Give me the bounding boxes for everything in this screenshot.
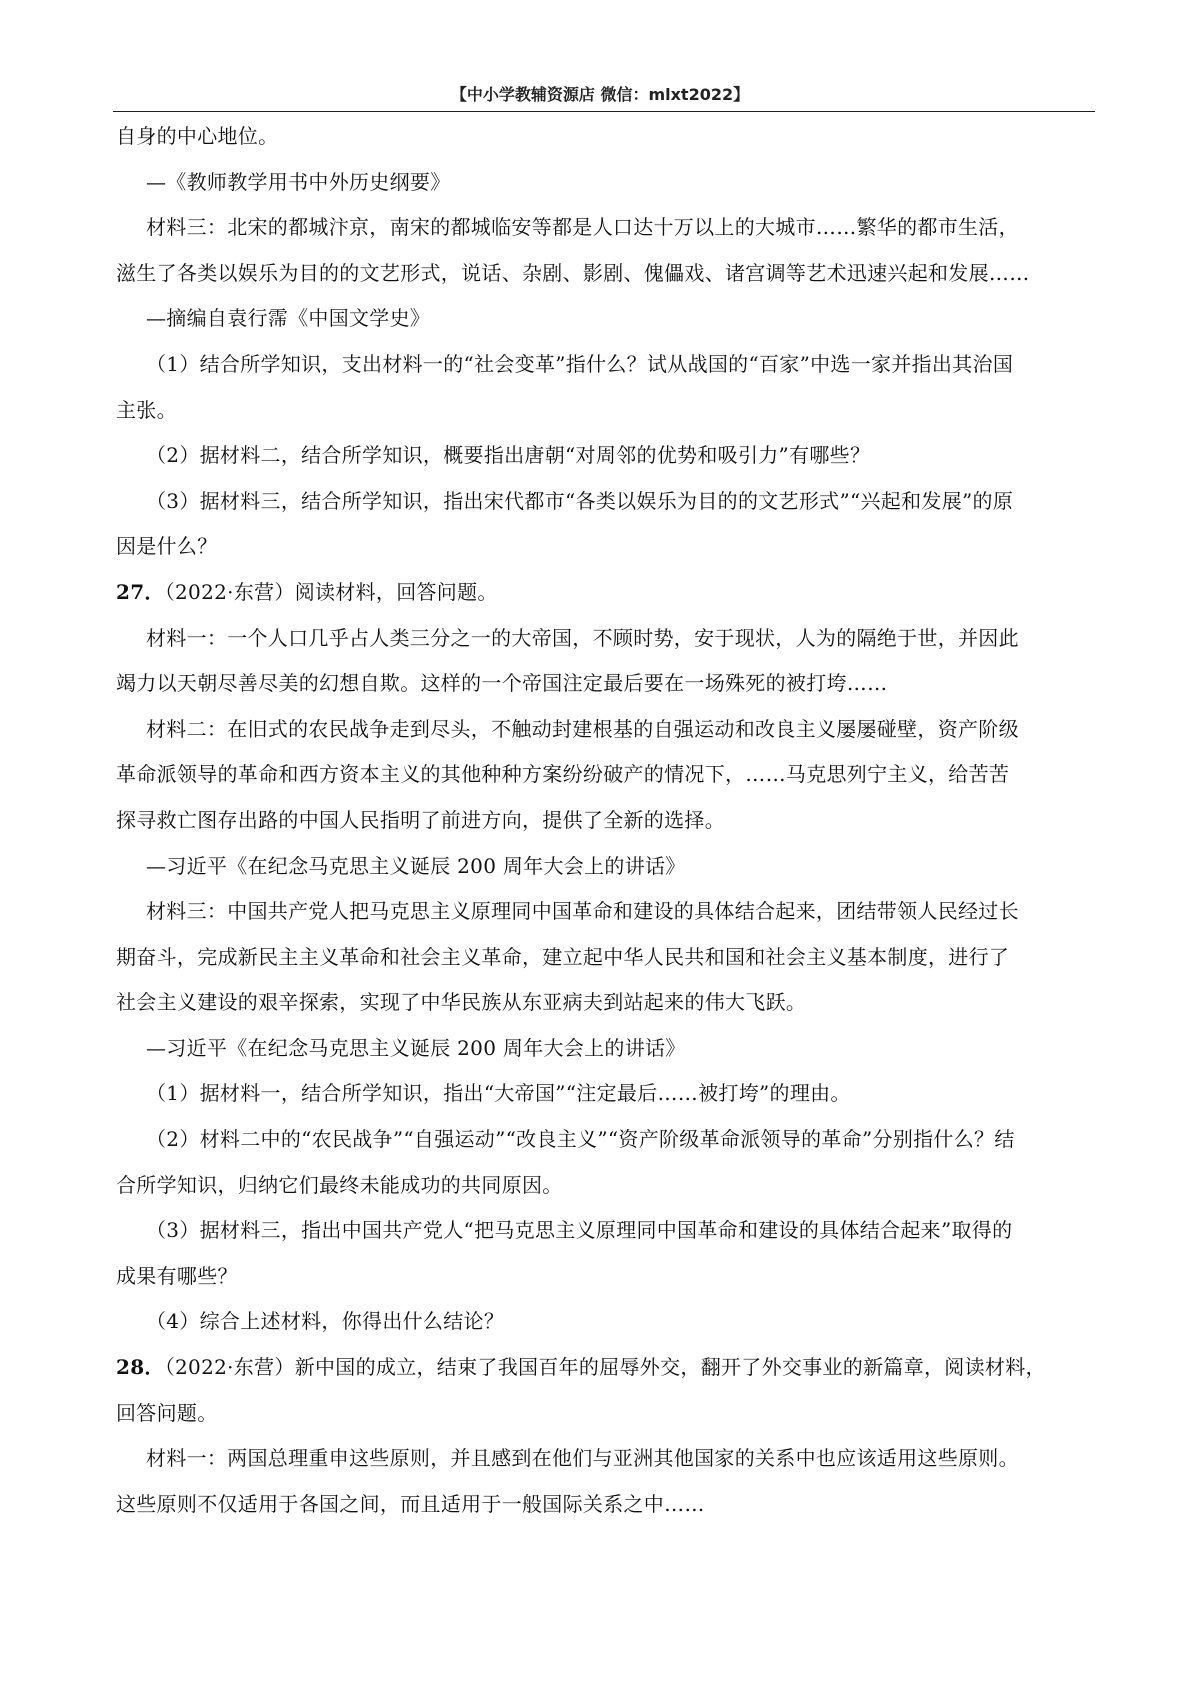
line-text: —习近平《在纪念马克思主义诞辰 200 周年大会上的讲话》 xyxy=(146,853,686,878)
line-text: （2）据材料二，结合所学知识，概要指出唐朝“对周邻的优势和吸引力”有哪些？ xyxy=(146,443,871,468)
text-line xyxy=(116,987,1096,1018)
line-text: 回答问题。 xyxy=(116,1400,218,1425)
text-line xyxy=(116,1078,1096,1109)
line-text: 探寻救亡图存出路的中国人民指明了前进方向，提供了全新的选择。 xyxy=(116,807,725,832)
line-text: （2）材料二中的“农民战争”“自强运动”“改良主义”“资产阶级革命派领导的革命”分别指什么？结 xyxy=(146,1127,1015,1152)
text-line xyxy=(116,121,1096,152)
text-line xyxy=(116,167,1096,198)
line-text: 主张。 xyxy=(116,397,177,422)
line-text: 革命派领导的革命和西方资本主义的其他种种方案纷纷破产的情况下，……马克思列宁主义，给苦苦 xyxy=(116,762,1010,787)
question-line xyxy=(116,577,1096,608)
line-text: 这些原则不仅适用于各国之间，而且适用于一般国际关系之中…… xyxy=(116,1491,705,1516)
line-text: 材料一：两国总理重申这些原则，并且感到在他们与亚洲其他国家的关系中也应该适用这些原则。 xyxy=(146,1446,1019,1471)
line-text: 成果有哪些？ xyxy=(116,1263,238,1288)
line-text: 材料三：北宋的都城汴京，南宋的都城临安等都是人口达十万以上的大城市……繁华的都市生活， xyxy=(146,215,1019,240)
line-text: 滋生了各类以娱乐为目的的文艺形式，说话、杂剧、影剧、傀儡戏、诸宫调等艺术迅速兴起和发展…… xyxy=(116,260,1030,285)
line-text: （3）据材料三，结合所学知识，指出宋代都市“各类以娱乐为目的的文艺形式”“兴起和发展”的原 xyxy=(146,488,1014,513)
text-line xyxy=(116,1124,1096,1155)
question-number: 27． xyxy=(116,579,165,604)
line-text: 期奋斗，完成新民主主义革命和社会主义革命，建立起中华人民共和国和社会主义基本制度，进行了 xyxy=(116,944,1010,969)
text-line xyxy=(116,623,1096,654)
line-text: （2022·东营）新中国的成立，结束了我国百年的屈辱外交，翻开了外交事业的新篇章，阅读材料， xyxy=(164,1355,1046,1380)
text-line xyxy=(116,1489,1096,1520)
line-text: 材料二：在旧式的农民战争走到尽头，不触动封建根基的自强运动和改良主义屡屡碰壁，资产阶级 xyxy=(146,716,1019,741)
line-text: 合所学知识，归纳它们最终未能成功的共同原因。 xyxy=(116,1172,563,1197)
header-rule xyxy=(113,111,1095,112)
text-line xyxy=(116,531,1096,562)
text-line xyxy=(116,805,1096,836)
text-line xyxy=(116,1398,1096,1429)
text-line xyxy=(116,303,1096,334)
text-line xyxy=(116,1261,1096,1292)
text-line xyxy=(116,942,1096,973)
line-text: 社会主义建设的艰辛探索，实现了中华民族从东亚病夫到站起来的伟大飞跃。 xyxy=(116,990,807,1015)
text-line xyxy=(116,395,1096,426)
text-line xyxy=(116,896,1096,927)
line-text: （3）据材料三，指出中国共产党人“把马克思主义原理同中国革命和建设的具体结合起来”取得的 xyxy=(146,1218,1013,1243)
line-text: 自身的中心地位。 xyxy=(116,124,279,148)
line-text: 材料一：一个人口几乎占人类三分之一的大帝国，不顾时势，安于现状，人为的隔绝于世，并因此 xyxy=(146,625,1019,650)
line-text: （4）综合上述材料，你得出什么结论？ xyxy=(146,1309,505,1334)
text-line xyxy=(116,1306,1096,1337)
text-line xyxy=(116,258,1096,289)
line-text: 竭力以天朝尽善尽美的幻想自欺。这样的一个帝国注定最后要在一场殊死的被打垮…… xyxy=(116,671,888,696)
text-line xyxy=(116,668,1096,699)
line-text: （1）结合所学知识，支出材料一的“社会变革”指什么？试从战国的“百家”中选一家并指出其治国 xyxy=(146,351,1014,376)
text-line xyxy=(116,440,1096,471)
line-text: 因是什么？ xyxy=(116,534,218,559)
text-line xyxy=(116,212,1096,243)
text-line xyxy=(116,1170,1096,1201)
question-line xyxy=(116,1352,1096,1383)
line-text: 材料三：中国共产党人把马克思主义原理同中国革命和建设的具体结合起来，团结带领人民经过长 xyxy=(146,899,1019,924)
line-text: —摘编自袁行霈《中国文学史》 xyxy=(146,306,431,331)
text-line xyxy=(116,1443,1096,1474)
text-line xyxy=(116,851,1096,882)
text-line xyxy=(116,759,1096,790)
line-text: —习近平《在纪念马克思主义诞辰 200 周年大会上的讲话》 xyxy=(146,1035,686,1060)
line-text: （1）据材料一，结合所学知识，指出“大帝国”“注定最后……被打垮”的理由。 xyxy=(146,1081,851,1106)
text-line xyxy=(116,349,1096,380)
text-line xyxy=(116,1215,1096,1246)
page-header: 【中小学教辅资源店 微信：mlxt2022】 xyxy=(450,85,750,104)
text-line xyxy=(116,714,1096,745)
line-text: （2022·东营）阅读材料，回答问题。 xyxy=(164,579,498,604)
document-body xyxy=(116,121,1096,1534)
text-line xyxy=(116,486,1096,517)
line-text: —《教师教学用书中外历史纲要》 xyxy=(146,169,451,194)
question-number: 28． xyxy=(116,1355,165,1380)
text-line xyxy=(116,1033,1096,1064)
